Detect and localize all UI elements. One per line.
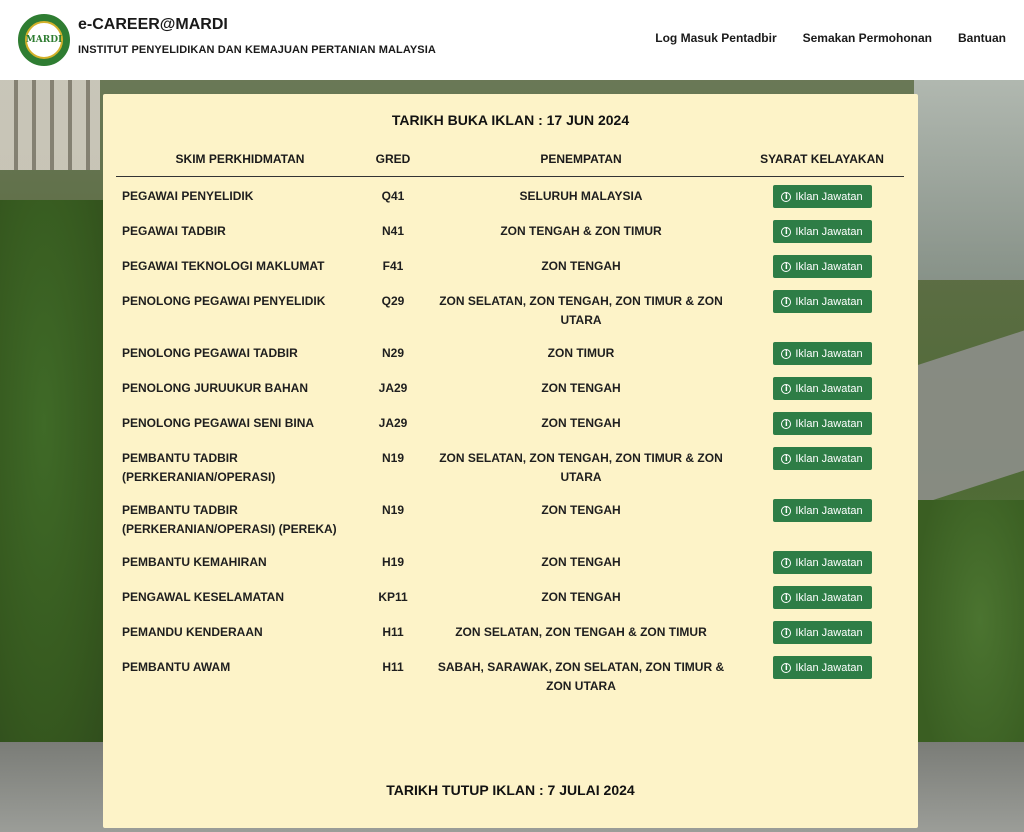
info-icon: i (781, 628, 791, 638)
info-icon: i (781, 419, 791, 429)
job-listing-panel (103, 94, 918, 828)
iklan-jawatan-button[interactable] (773, 290, 872, 313)
cell-penempatan: SABAH, SARAWAK, ZON SELATAN, ZON TIMUR & ZON UTARA (437, 660, 725, 693)
cell-gred: KP11 (378, 590, 408, 604)
cell-skim: PEMBANTU TADBIR (PERKERANIAN/OPERASI) (122, 451, 276, 484)
cell-penempatan: ZON TENGAH (541, 259, 621, 273)
nav-help[interactable]: Bantuan (958, 31, 1006, 45)
main-nav (655, 31, 1006, 45)
table-row (116, 613, 904, 648)
job-table (116, 148, 904, 700)
cell-syarat (740, 404, 904, 439)
cell-syarat (740, 212, 904, 247)
cell-skim: PENOLONG JURUUKUR BAHAN (122, 381, 309, 395)
table-row (116, 334, 904, 369)
background-road (904, 331, 1024, 510)
brand (78, 16, 436, 56)
open-date: TARIKH BUKA IKLAN : 17 JUN 2024 (391, 112, 630, 128)
column-header-syarat: SYARAT KELAYAKAN (740, 148, 904, 177)
table-row (116, 177, 904, 213)
cell-gred: Q41 (381, 189, 405, 203)
column-header-penempatan: PENEMPATAN (422, 148, 740, 177)
iklan-jawatan-label: Iklan Jawatan (795, 556, 863, 569)
table-row (116, 648, 904, 700)
cell-skim: PENGAWAL KESELAMATAN (122, 590, 285, 604)
table-row (116, 491, 904, 543)
iklan-jawatan-button[interactable] (773, 499, 872, 522)
iklan-jawatan-label: Iklan Jawatan (795, 382, 863, 395)
header-row (116, 148, 904, 177)
cell-skim: PEMANDU KENDERAAN (122, 625, 263, 639)
cell-syarat (740, 177, 904, 213)
iklan-jawatan-button[interactable] (773, 621, 872, 644)
cell-skim: PENOLONG PEGAWAI PENYELIDIK (122, 294, 326, 308)
cell-gred: N19 (381, 503, 404, 517)
cell-gred: H19 (381, 555, 404, 569)
iklan-jawatan-button[interactable] (773, 551, 872, 574)
table-row (116, 543, 904, 578)
job-table-header (116, 148, 904, 177)
cell-gred: F41 (382, 259, 404, 273)
job-table-body (116, 177, 904, 701)
cell-gred: H11 (382, 660, 404, 674)
cell-syarat (740, 247, 904, 282)
iklan-jawatan-label: Iklan Jawatan (795, 225, 863, 238)
iklan-jawatan-label: Iklan Jawatan (795, 190, 863, 203)
table-row (116, 212, 904, 247)
cell-gred: N41 (381, 224, 404, 238)
column-header-gred: GRED (364, 148, 422, 177)
cell-gred: N29 (381, 346, 404, 360)
mardi-logo[interactable] (18, 14, 70, 66)
cell-syarat (740, 613, 904, 648)
cell-penempatan: ZON TENGAH & ZON TIMUR (500, 224, 662, 238)
cell-penempatan: ZON SELATAN, ZON TENGAH & ZON TIMUR (455, 625, 707, 639)
cell-syarat (740, 491, 904, 543)
cell-gred: H11 (382, 625, 404, 639)
cell-penempatan: ZON TENGAH (541, 503, 621, 517)
info-icon: i (781, 663, 791, 673)
table-row (116, 282, 904, 334)
cell-syarat (740, 369, 904, 404)
table-row (116, 439, 904, 491)
info-icon: i (781, 558, 791, 568)
iklan-jawatan-label: Iklan Jawatan (795, 661, 863, 674)
cell-skim: PEMBANTU TADBIR (PERKERANIAN/OPERASI) (PEREKA) (122, 503, 337, 536)
cell-penempatan: ZON TENGAH (541, 416, 621, 430)
info-icon: i (781, 349, 791, 359)
iklan-jawatan-button[interactable] (773, 447, 872, 470)
cell-skim: PENOLONG PEGAWAI SENI BINA (122, 416, 315, 430)
cell-skim: PEGAWAI TADBIR (122, 224, 226, 238)
info-icon: i (781, 593, 791, 603)
cell-skim: PEGAWAI PENYELIDIK (122, 189, 254, 203)
iklan-jawatan-label: Iklan Jawatan (795, 347, 863, 360)
iklan-jawatan-label: Iklan Jawatan (795, 626, 863, 639)
info-icon: i (781, 262, 791, 272)
iklan-jawatan-label: Iklan Jawatan (795, 295, 863, 308)
iklan-jawatan-button[interactable] (773, 377, 872, 400)
cell-penempatan: ZON TENGAH (541, 590, 621, 604)
cell-skim: PEGAWAI TEKNOLOGI MAKLUMAT (122, 259, 325, 273)
iklan-jawatan-label: Iklan Jawatan (795, 260, 863, 273)
site-subtitle: INSTITUT PENYELIDIKAN DAN KEMAJUAN PERTANIAN MALAYSIA (78, 44, 436, 56)
nav-admin-login[interactable]: Log Masuk Pentadbir (655, 31, 777, 45)
background-lawn-left (0, 200, 110, 760)
cell-penempatan: ZON SELATAN, ZON TENGAH, ZON TIMUR & ZON UTARA (439, 294, 723, 327)
iklan-jawatan-button[interactable] (773, 656, 872, 679)
iklan-jawatan-button[interactable] (773, 342, 872, 365)
iklan-jawatan-button[interactable] (773, 255, 872, 278)
info-icon: i (781, 297, 791, 307)
iklan-jawatan-label: Iklan Jawatan (795, 504, 863, 517)
logo-text: MARDI (25, 35, 63, 45)
column-header-skim: SKIM PERKHIDMATAN (116, 148, 364, 177)
iklan-jawatan-button[interactable] (773, 220, 872, 243)
table-row (116, 247, 904, 282)
iklan-jawatan-button[interactable] (773, 412, 872, 435)
cell-skim: PEMBANTU KEMAHIRAN (122, 555, 267, 569)
iklan-jawatan-label: Iklan Jawatan (795, 452, 863, 465)
cell-syarat (740, 334, 904, 369)
cell-gred: JA29 (378, 381, 408, 395)
site-header (0, 0, 1024, 80)
cell-gred: Q29 (381, 294, 405, 308)
site-title[interactable]: e-CAREER@MARDI (78, 16, 228, 33)
info-icon: i (781, 506, 791, 516)
cell-penempatan: ZON TIMUR (547, 346, 615, 360)
cell-syarat (740, 439, 904, 491)
cell-syarat (740, 282, 904, 334)
cell-penempatan: ZON TENGAH (541, 555, 621, 569)
iklan-jawatan-label: Iklan Jawatan (795, 417, 863, 430)
mardi-logo-inner (25, 21, 63, 59)
table-row (116, 369, 904, 404)
nav-application-check[interactable]: Semakan Permohonan (802, 31, 932, 45)
cell-syarat (740, 543, 904, 578)
table-row (116, 578, 904, 613)
cell-gred: JA29 (378, 416, 408, 430)
cell-penempatan: SELURUH MALAYSIA (519, 189, 643, 203)
cell-skim: PEMBANTU AWAM (122, 660, 231, 674)
info-icon: i (781, 384, 791, 394)
info-icon: i (781, 192, 791, 202)
background-building-right (914, 80, 1024, 280)
background-building-left (0, 80, 100, 170)
close-date: TARIKH TUTUP IKLAN : 7 JULAI 2024 (386, 782, 635, 798)
table-row (116, 404, 904, 439)
info-icon: i (781, 454, 791, 464)
cell-gred: N19 (381, 451, 404, 465)
cell-penempatan: ZON TENGAH (541, 381, 621, 395)
cell-syarat (740, 578, 904, 613)
cell-skim: PENOLONG PEGAWAI TADBIR (122, 346, 298, 360)
cell-penempatan: ZON SELATAN, ZON TENGAH, ZON TIMUR & ZON UTARA (439, 451, 723, 484)
iklan-jawatan-button[interactable] (773, 586, 872, 609)
cell-syarat (740, 648, 904, 700)
iklan-jawatan-button[interactable] (773, 185, 872, 208)
iklan-jawatan-label: Iklan Jawatan (795, 591, 863, 604)
info-icon: i (781, 227, 791, 237)
